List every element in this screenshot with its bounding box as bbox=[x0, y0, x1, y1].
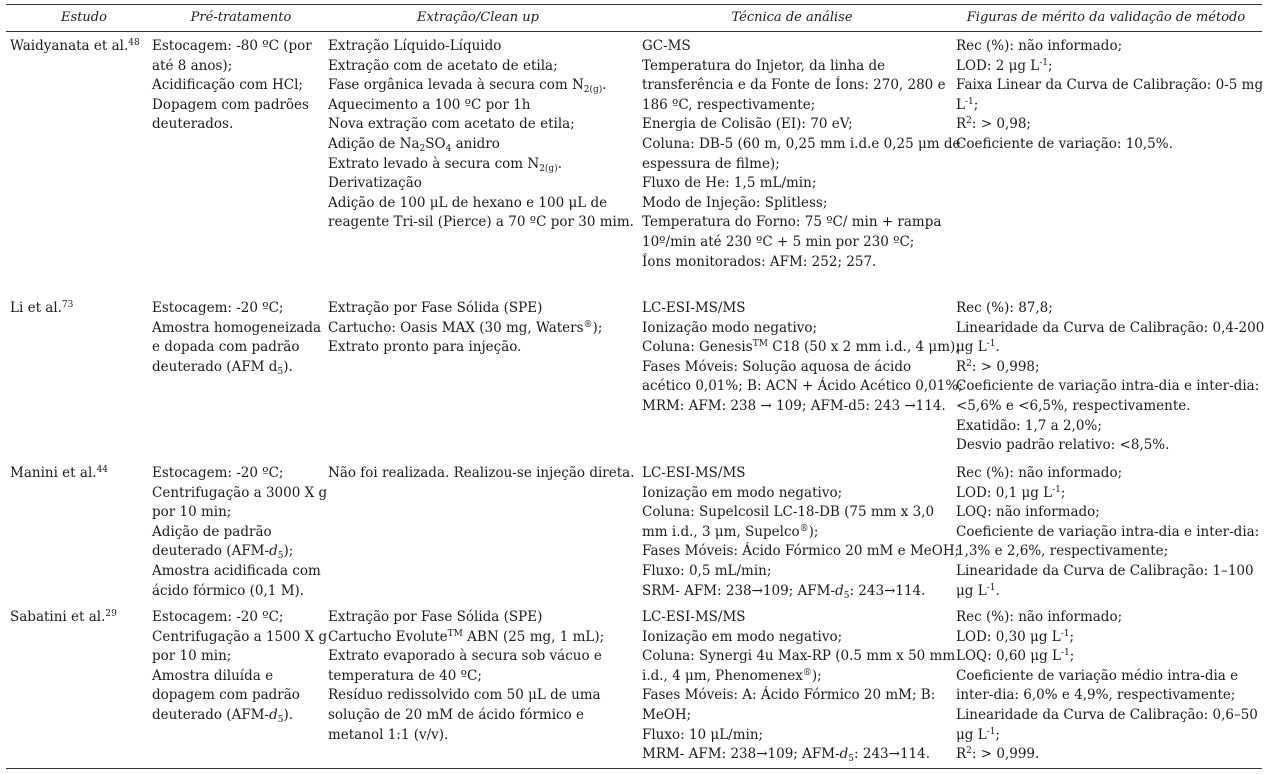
text-line: até 8 anos); bbox=[152, 57, 233, 74]
text-line: Coluna: Synergi 4u Max-RP (0.5 mm x 50 mm bbox=[642, 648, 956, 665]
text-line: Linearidade da Curva de Calibração: 1–100 bbox=[956, 562, 1254, 579]
text-line: Estocagem: -20 ºC; bbox=[152, 300, 284, 316]
text-line: LOD: 0,30 μg $L^{-1}$; bbox=[956, 628, 1075, 645]
extraction-cell bbox=[328, 299, 602, 358]
text-line: 186 ºC, respectivamente; bbox=[642, 96, 816, 113]
text-line: Temperatura do Forno: 75 ºC/ min + rampa bbox=[642, 214, 942, 231]
merit-cell bbox=[956, 37, 1263, 155]
text-line: $L^{-1}$; bbox=[956, 96, 979, 113]
text-line: por 10 min; bbox=[152, 504, 232, 521]
text-line: 1,3% e 2,6%, respectivamente; bbox=[956, 543, 1169, 560]
study-ref: 73 bbox=[61, 300, 74, 310]
text-line: MeOH; bbox=[642, 706, 692, 723]
text-line: Desvio padrão relativo: <8,5%. bbox=[956, 437, 1170, 454]
study-cell bbox=[10, 37, 140, 57]
text-line: Fases Móveis: Solução aquosa de ácido bbox=[642, 358, 912, 375]
text-line: μg $L^{-1}$. bbox=[956, 582, 1000, 599]
text-line: Derivatização bbox=[328, 175, 422, 192]
text-line: Exatidão: 1,7 a 2,0%; bbox=[956, 417, 1102, 434]
pretreatment-cell bbox=[152, 608, 327, 726]
text-line: 10º/min até 230 ºC + 5 min por 230 ºC; bbox=[642, 233, 915, 250]
study-cell bbox=[10, 299, 73, 319]
technique-cell bbox=[642, 299, 963, 417]
text-line: Centrifugação a 3000 X g bbox=[152, 484, 328, 501]
technique-cell bbox=[642, 37, 961, 272]
text-line: Coeficiente de variação intra-dia e inter-dia: bbox=[956, 378, 1260, 395]
text-line: Centrifugação a 1500 X g bbox=[152, 628, 328, 645]
text-line: Extração Líquido-Líquido bbox=[328, 38, 502, 54]
text-line: Linearidade da Curva de Calibração: 0,6–50 bbox=[956, 706, 1258, 723]
text-line: Modo de Injeção: Splitless; bbox=[642, 194, 828, 211]
header-pretreatment: Pré-tratamento bbox=[190, 10, 292, 25]
text-line: $R^2$: > 0,98; bbox=[956, 116, 1031, 133]
text-line: temperatura de 40 ºC; bbox=[328, 667, 482, 684]
text-line: Faixa Linear da Curva de Calibração: 0-5 mg bbox=[956, 77, 1264, 94]
text-line: Estocagem: -20 ºC; bbox=[152, 609, 284, 625]
header-study: Estudo bbox=[61, 10, 107, 25]
text-line: Resíduo redissolvido com 50 μL de uma bbox=[328, 687, 601, 704]
header-technique: Técnica de análise bbox=[731, 10, 853, 25]
text-line: MRM- AFM: 238→109; AFM-$d_5$: 243→114. bbox=[642, 746, 931, 765]
header-merit: Figuras de mérito da validação de método bbox=[966, 10, 1246, 25]
text-line: i.d., 4 μm, Phenomenex®); bbox=[642, 667, 822, 684]
text-line: Coluna: DB-5 (60 m, 0,25 mm i.d.e 0,25 μm de bbox=[642, 135, 961, 152]
technique-cell bbox=[642, 608, 955, 765]
header-rule bbox=[6, 31, 1262, 32]
text-line: Estocagem: -80 ºC (por bbox=[152, 38, 312, 54]
text-line: Ionização modo negativo; bbox=[642, 319, 818, 336]
text-line: Linearidade da Curva de Calibração: 0,4-200 bbox=[956, 319, 1265, 336]
text-line: inter-dia: 6,0% e 4,9%, respectivamente; bbox=[956, 687, 1236, 704]
text-line: Nova extração com acetato de etila; bbox=[328, 116, 575, 133]
technique-cell bbox=[642, 464, 959, 601]
text-line: Dopagem com padrões bbox=[152, 96, 309, 113]
text-line: LC-ESI-MS/MS bbox=[642, 609, 746, 625]
extraction-cell bbox=[328, 37, 634, 233]
text-line: MRM: AFM: 238 → 109; AFM-d5: 243 →114. bbox=[642, 397, 946, 414]
text-line: $R^2$: > 0,998; bbox=[956, 358, 1040, 375]
text-line: Rec (%): não informado; bbox=[956, 465, 1123, 481]
merit-cell bbox=[956, 299, 1264, 456]
merit-cell bbox=[956, 608, 1258, 765]
text-line: Cartucho: Oasis MAX (30 mg, Waters®); bbox=[328, 319, 603, 336]
study-cell bbox=[10, 464, 108, 484]
text-line: dopagem com padrão bbox=[152, 687, 300, 704]
pretreatment-cell bbox=[152, 464, 327, 601]
text-line: Coeficiente de variação: 10,5%. bbox=[956, 135, 1173, 152]
text-line: GC-MS bbox=[642, 38, 691, 54]
study-cell bbox=[10, 608, 117, 628]
text-line: deuterado (AFM $d_5$). bbox=[152, 358, 293, 377]
text-line: Fases Móveis: Ácido Fórmico 20 mM e MeOH; bbox=[642, 543, 960, 560]
text-line: <5,6% e <6,5%, respectivamente. bbox=[956, 397, 1191, 414]
text-line: Cartucho Evolute™ ABN (25 mg, 1 mL); bbox=[328, 628, 605, 645]
text-line: Temperatura do Injetor, da linha de bbox=[642, 57, 886, 74]
text-line: SRM- AFM: 238→109; AFM-$d_5$: 243→114. bbox=[642, 582, 926, 601]
bottom-rule bbox=[6, 768, 1262, 769]
text-line: Fases Móveis: A: Ácido Fórmico 20 mM; B: bbox=[642, 687, 936, 704]
text-line: Extrato evaporado à secura sob vácuo e bbox=[328, 648, 602, 665]
header-extraction: Extração/Clean up bbox=[417, 10, 539, 25]
text-line: Extração com de acetato de etila; bbox=[328, 57, 558, 74]
text-line: Extração por Fase Sólida (SPE) bbox=[328, 300, 543, 316]
text-line: transferência e da Fonte de Íons: 270, 280 e bbox=[642, 77, 946, 94]
text-line: Acidificação com HCl; bbox=[152, 77, 303, 94]
text-line: deuterados. bbox=[152, 116, 234, 133]
study-ref: 48 bbox=[128, 38, 140, 48]
text-line: Extrato pronto para injeção. bbox=[328, 339, 522, 356]
text-line: Coeficiente de variação médio intra-dia e bbox=[956, 667, 1239, 684]
text-line: LOQ: não informado; bbox=[956, 504, 1100, 521]
text-line: Fluxo: 0,5 mL/min; bbox=[642, 562, 772, 579]
text-line: Ionização em modo negativo; bbox=[642, 484, 843, 501]
study-name: Sabatini et al. bbox=[10, 609, 106, 625]
text-line: Fase orgânica levada à secura com $N_{2(g)}$. bbox=[328, 77, 607, 96]
text-line: μg $L^{-1}$. bbox=[956, 339, 1000, 356]
text-line: Coluna: Supelcosil LC-18-DB (75 mm x 3,0 bbox=[642, 504, 935, 521]
text-line: Estocagem: -20 ºC; bbox=[152, 465, 284, 481]
text-line: Não foi realizada. Realizou-se injeção direta. bbox=[328, 465, 635, 481]
text-line: Adição de 100 μL de hexano e 100 μL de bbox=[328, 194, 608, 211]
text-line: Extrato levado à secura com $N_{2(g)}$. bbox=[328, 155, 562, 174]
text-line: Amostra acidificada com bbox=[152, 562, 321, 579]
text-line: Energia de Colisão (EI): 70 eV; bbox=[642, 116, 853, 133]
text-line: Coeficiente de variação intra-dia e inter-dia: bbox=[956, 523, 1260, 540]
text-line: reagente Tri-sil (Pierce) a 70 ºC por 30 mim. bbox=[328, 214, 634, 231]
text-line: ácido fórmico (0,1 M). bbox=[152, 582, 305, 599]
study-name: Li et al. bbox=[10, 300, 62, 316]
study-ref: 29 bbox=[105, 609, 117, 619]
text-line: Rec (%): não informado; bbox=[956, 609, 1123, 625]
text-line: deuterado $(AFM-d_5)$. bbox=[152, 706, 294, 725]
text-line: e dopada com padrão bbox=[152, 339, 300, 356]
text-line: Coluna: Genesis™ C18 (50 x 2 mm i.d., 4 μm); bbox=[642, 339, 960, 356]
extraction-cell bbox=[328, 464, 635, 484]
text-line: LC-ESI-MS/MS bbox=[642, 465, 746, 481]
study-ref: 44 bbox=[96, 465, 109, 475]
text-line: deuterado $(AFM-d_5)$; bbox=[152, 543, 294, 562]
text-line: Rec (%): 87,8; bbox=[956, 300, 1053, 316]
text-line: Adição de padrão bbox=[152, 523, 272, 540]
text-line: Adição de $Na_2SO_4$ anidro bbox=[328, 135, 500, 154]
text-line: μg $L^{-1}$; bbox=[956, 726, 1001, 743]
text-line: $R^2$: > 0,999. bbox=[956, 746, 1040, 763]
text-line: acético 0,01%; B: ACN + Ácido Acético 0,01%; bbox=[642, 378, 963, 395]
text-line: LC-ESI-MS/MS bbox=[642, 300, 746, 316]
study-name: Manini et al. bbox=[10, 465, 97, 481]
text-line: Fluxo de He: 1,5 mL/min; bbox=[642, 175, 817, 192]
text-line: espessura de filme); bbox=[642, 155, 780, 172]
merit-cell bbox=[956, 464, 1259, 601]
text-line: metanol 1:1 (v/v). bbox=[328, 726, 449, 743]
text-line: Fluxo: 10 μL/min; bbox=[642, 726, 764, 743]
text-line: Íons monitorados: AFM: 252; 257. bbox=[642, 253, 877, 270]
top-rule bbox=[6, 4, 1262, 5]
text-line: Ionização em modo negativo; bbox=[642, 628, 843, 645]
text-line: Extração por Fase Sólida (SPE) bbox=[328, 609, 543, 625]
text-line: solução de 20 mM de ácido fórmico e bbox=[328, 706, 584, 723]
pretreatment-cell bbox=[152, 299, 321, 377]
text-line: Rec (%): não informado; bbox=[956, 38, 1123, 54]
extraction-cell bbox=[328, 608, 604, 745]
pretreatment-cell bbox=[152, 37, 312, 135]
text-line: Amostra diluída e bbox=[152, 667, 274, 684]
study-name: Waidyanata et al. bbox=[10, 38, 129, 54]
text-line: mm i.d., 3 μm, Supelco®); bbox=[642, 523, 819, 540]
text-line: Aquecimento a 100 ºC por 1h bbox=[328, 96, 531, 113]
text-line: Amostra homogeneizada bbox=[152, 319, 322, 336]
text-line: LOD: 0,1 μg $L^{-1}$; bbox=[956, 484, 1066, 501]
text-line: por 10 min; bbox=[152, 648, 232, 665]
text-line: LOQ: 0,60 μg $L^{-1}$; bbox=[956, 648, 1075, 665]
text-line: LOD: 2 μg $L^{-1}$; bbox=[956, 57, 1053, 74]
